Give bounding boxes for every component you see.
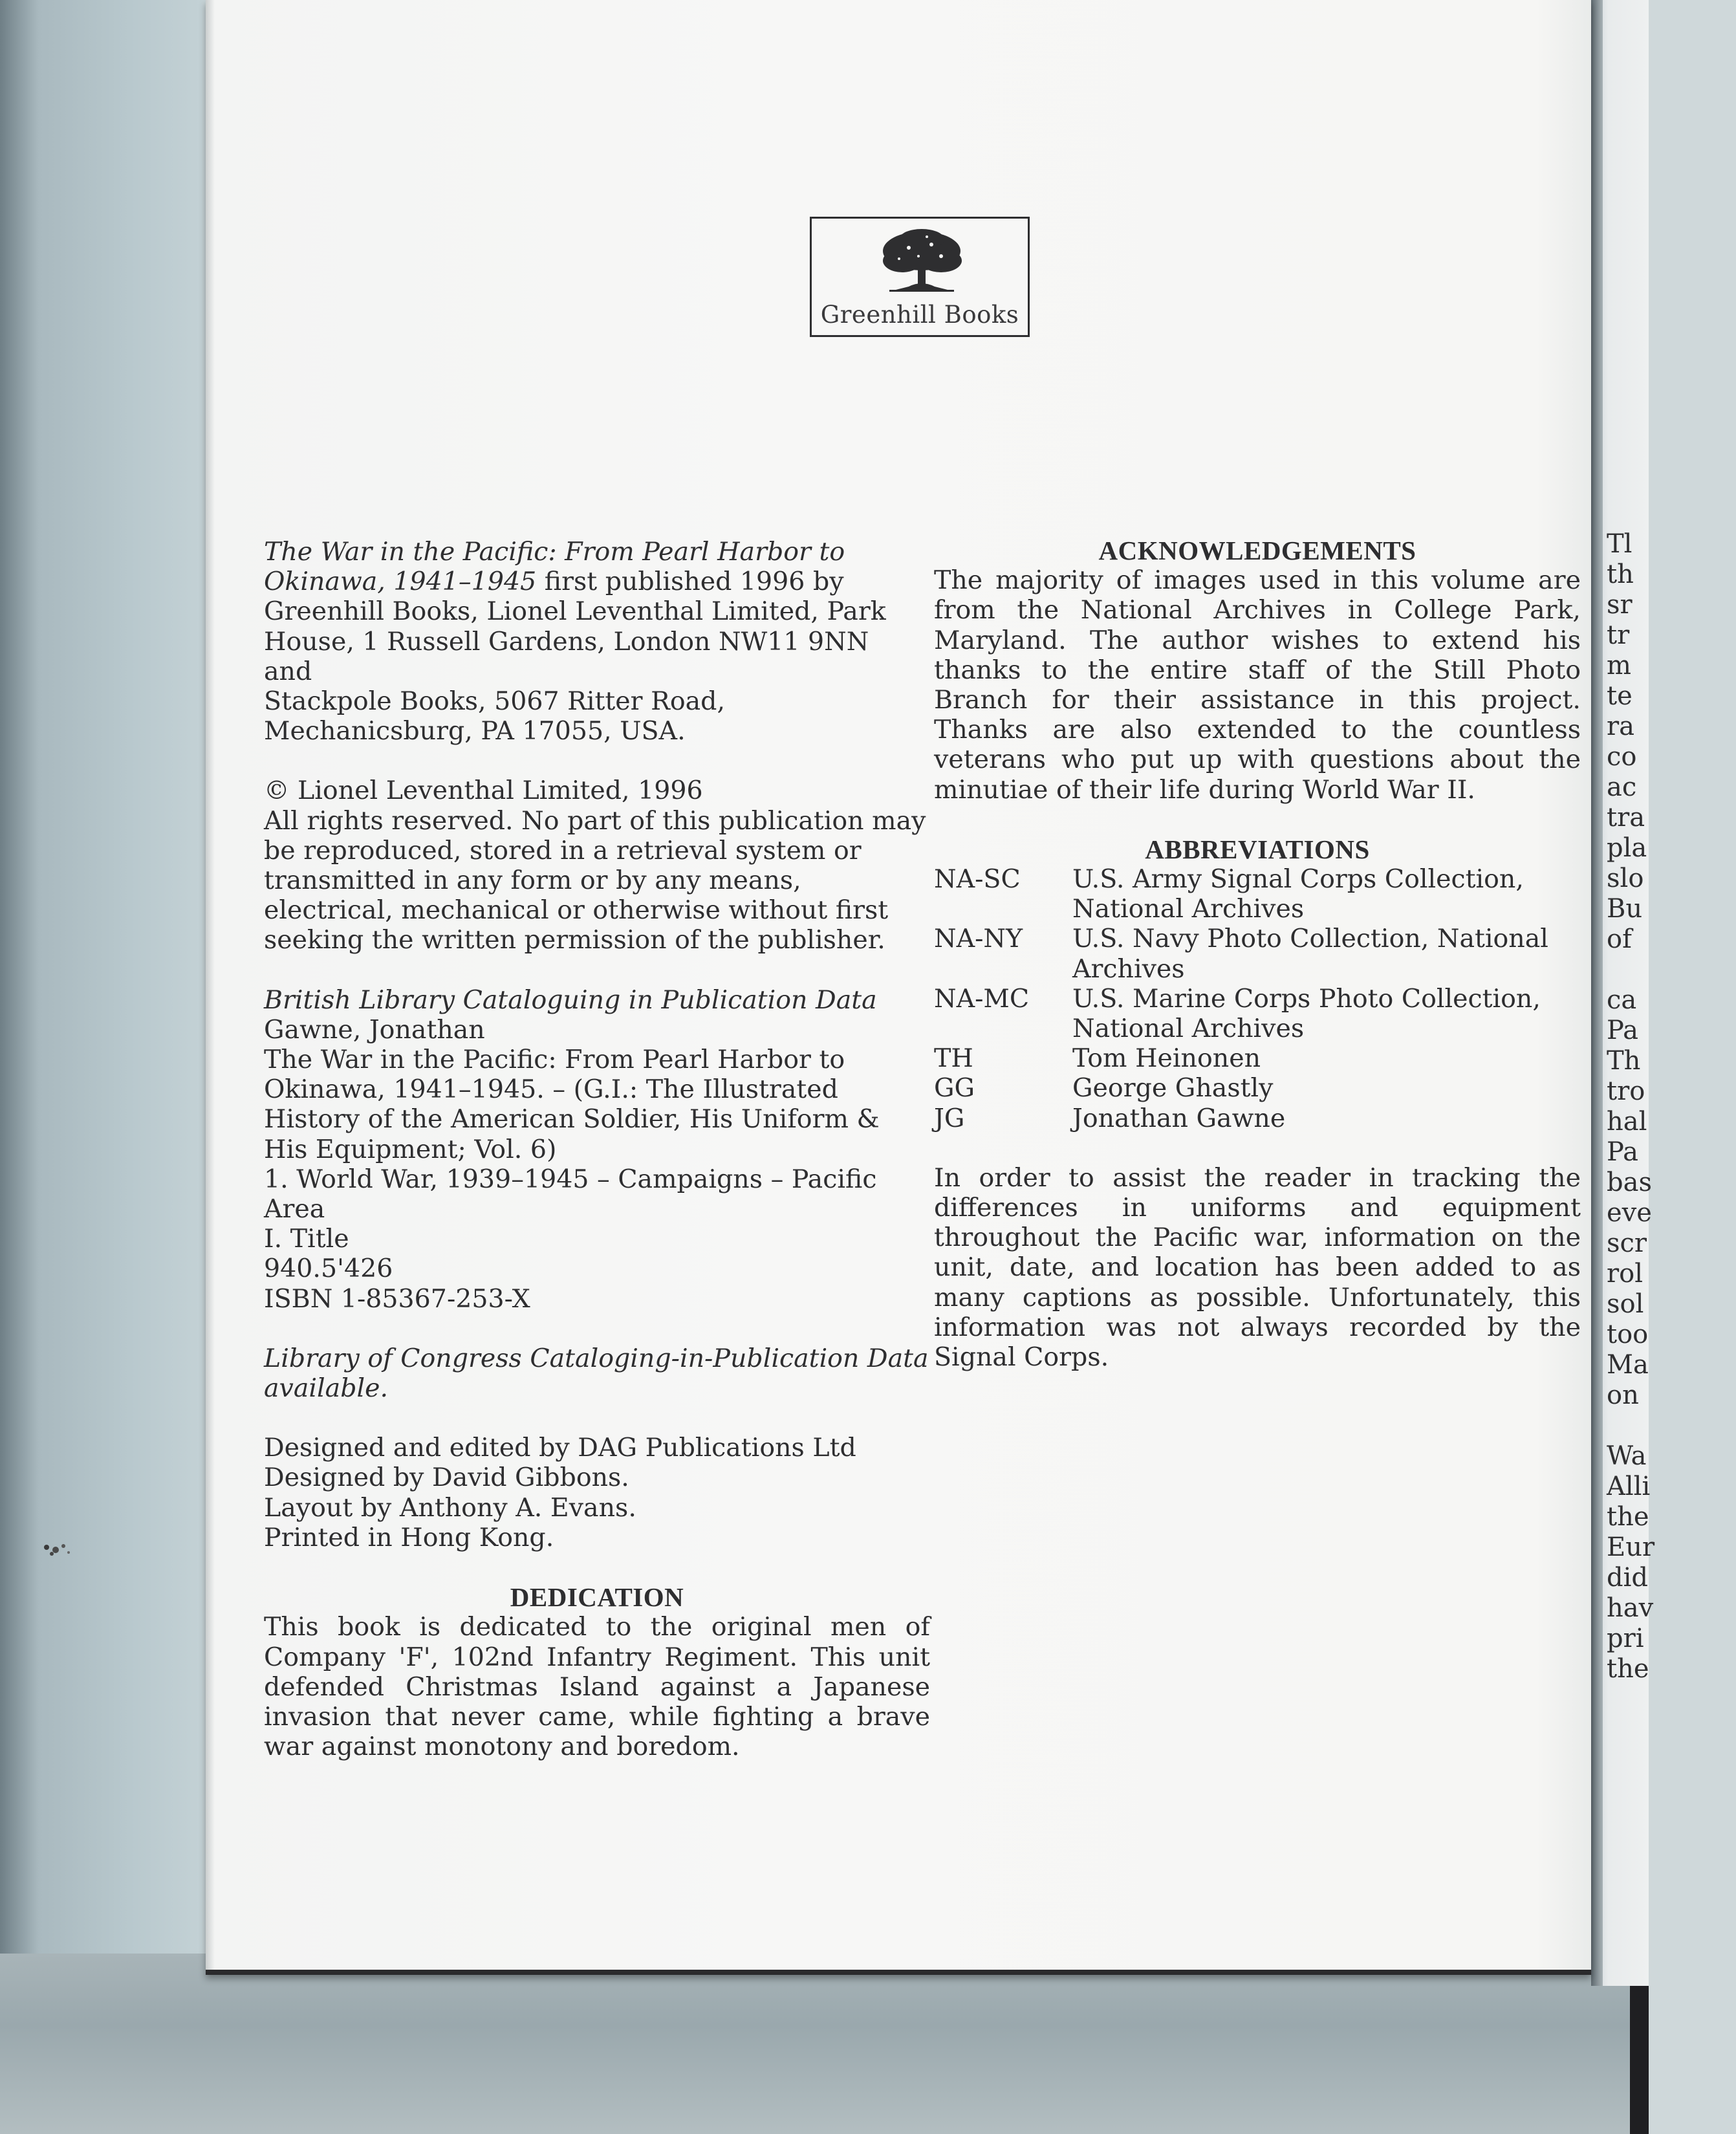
abbreviation-row [934, 924, 1581, 983]
abbreviation-row [934, 1073, 1581, 1103]
stackpole-address: Stackpole Books, 5067 Ritter Road, Mechanicsburg, PA 17055, USA. [264, 686, 726, 746]
acknowledgements-text: The majority of images used in this volume are from the National Archives in College Park, Maryland. The author wishes to extend his thanks to the entire staff of the Still Photo Branch for their assistance in this project. Thanks are also extended to the countless veterans who put up with questions about the minutiae of their life during World War II. [934, 565, 1581, 805]
facing-page-fragment: co [1607, 742, 1637, 772]
facing-page-fragment: slo [1607, 864, 1644, 893]
loc-cataloging: Library of Congress Cataloging-in-Publication Data available. [264, 1343, 929, 1404]
facing-page-fragment: eve [1607, 1198, 1652, 1228]
dedication-heading: DEDICATION [510, 1582, 684, 1613]
acknowledgements-heading: ACKNOWLEDGEMENTS [1098, 536, 1416, 565]
facing-page-fragment: Pa [1607, 1137, 1638, 1167]
facing-page [1591, 0, 1655, 1986]
facing-page-fragment: bas [1607, 1168, 1652, 1197]
facing-page-fragment: tro [1607, 1076, 1645, 1106]
tracking-note: In order to assist the reader in tracking the differences in uniforms and equipment throughout the Pacific war, information on the unit, date, and location has been added to as many captions as possible. Unfortunately, this information was not always recorded by the Signal Corps. [934, 1162, 1581, 1373]
facing-page-fragment: the [1607, 1502, 1649, 1532]
facing-page-fragment: ca [1607, 985, 1637, 1015]
credit-line: Layout by Anthony A. Evans. [264, 1492, 636, 1523]
abbreviation-code: GG [934, 1073, 975, 1104]
abbreviation-description: Tom Heinonen [1072, 1043, 1261, 1074]
facing-page-fragment: hav [1607, 1593, 1654, 1623]
facing-page-gutter [1591, 0, 1603, 1986]
bl-line: 1. World War, 1939–1945 – Campaigns – Pacific Area [264, 1164, 877, 1225]
right-column [934, 536, 1581, 1372]
left-column [264, 537, 930, 1761]
abbreviation-code: NA-SC [934, 864, 1021, 895]
bl-line: Gawne, Jonathan [264, 1014, 485, 1045]
abbreviations-list [934, 864, 1581, 1133]
dedication-text: This book is dedicated to the original men of Company 'F', 102nd Infantry Regiment. This unit defended Christmas Island against a Japanese invasion that never came, while fighting a brave war against monotony and boredom. [264, 1612, 930, 1762]
facing-page-fragment: Pa [1607, 1016, 1638, 1045]
background-strip [0, 1954, 1649, 2134]
page-shadow [206, 0, 215, 1970]
credit-line: Printed in Hong Kong. [264, 1522, 554, 1552]
bl-line: ISBN 1-85367-253-X [264, 1283, 530, 1314]
scan-smudge [38, 1533, 89, 1565]
abbreviation-description: Jonathan Gawne [1072, 1103, 1286, 1133]
abbreviation-row [934, 984, 1581, 1043]
abbreviation-row [934, 1104, 1581, 1133]
facing-page-fragment: sol [1607, 1289, 1644, 1319]
abbreviation-description: U.S. Army Signal Corps Collection, National Archives [1072, 864, 1524, 924]
facing-page-fragment: Bu [1607, 894, 1643, 924]
facing-page-fragment: rol [1607, 1259, 1643, 1289]
abbreviation-code: NA-MC [934, 983, 1030, 1014]
facing-page-fragment: hal [1607, 1107, 1647, 1137]
facing-page-fragment [1607, 1411, 1736, 1441]
abbreviation-row [934, 1043, 1581, 1073]
abbreviations-heading: ABBREVIATIONS [1145, 834, 1370, 864]
bl-cataloguing-heading: British Library Cataloguing in Publication Data [264, 985, 877, 1015]
facing-page-fragment: Alli [1607, 1472, 1651, 1501]
facing-page-fragment: on [1607, 1380, 1639, 1410]
credit-line: Designed and edited by DAG Publications Ltd [264, 1433, 856, 1463]
facing-page-fragment: Wa [1607, 1441, 1647, 1471]
facing-page-fragment: Th [1607, 1046, 1641, 1076]
facing-page-fragment: tr [1607, 620, 1630, 650]
facing-page-fragment: of [1607, 924, 1632, 954]
abbreviation-description: U.S. Navy Photo Collection, National Archives [1072, 924, 1548, 984]
rights-statement: All rights reserved. No part of this publication may be reproduced, stored in a retrieval system or transmitted in any form or by any means, electrical, mechanical or otherwise without first seeking the written permission of the publisher. [264, 805, 926, 955]
facing-page-text [1607, 529, 1736, 1684]
facing-page-fragment: ac [1607, 772, 1637, 802]
facing-page-fragment: too [1607, 1320, 1649, 1349]
publisher-name: Greenhill Books [820, 301, 1019, 329]
publication-details: first published 1996 by Greenhill Books, Lionel Leventhal Limited, Park House, 1 Russell Gardens, London NW11 9NN [264, 567, 886, 657]
bl-line: I. Title [264, 1224, 349, 1254]
abbreviation-code: TH [934, 1043, 973, 1074]
facing-page-fragment: Ma [1607, 1350, 1649, 1380]
facing-page-fragment: Eur [1607, 1532, 1655, 1562]
bl-line: The War in the Pacific: From Pearl Harbor to Okinawa, 1941–1945. – (G.I.: The Illustrated History of the American Soldier, His Uniform & His Equipment; Vol. 6) [264, 1045, 880, 1164]
facing-page-fragment: scr [1607, 1228, 1647, 1258]
book-title: The War in the Pacific: From Pearl Harbor to Okinawa, 1941–1945 [264, 537, 845, 597]
abbreviation-code: JG [934, 1103, 965, 1133]
tree-icon [870, 225, 973, 303]
facing-page-fragment: sr [1607, 590, 1633, 620]
facing-page-fragment: the [1607, 1654, 1649, 1684]
publication-and: and [264, 656, 312, 686]
publisher-logo [810, 217, 1030, 337]
facing-page-fragment: th [1607, 560, 1634, 589]
copyright-line: © Lionel Leventhal Limited, 1996 [264, 776, 703, 806]
book-edge [1630, 1966, 1649, 2134]
abbreviation-row [934, 864, 1581, 924]
bl-line: 940.5'426 [264, 1254, 393, 1284]
facing-page-fragment: Tl [1607, 529, 1633, 559]
facing-page-fragment: ra [1607, 712, 1634, 741]
facing-page-fragment: pla [1607, 833, 1647, 863]
facing-page-fragment: m [1607, 651, 1631, 680]
facing-page-fragment [1607, 955, 1736, 985]
abbreviation-description: George Ghastly [1072, 1073, 1274, 1104]
facing-page-fragment: did [1607, 1563, 1649, 1593]
facing-page-fragment: te [1607, 681, 1633, 711]
abbreviation-code: NA-NY [934, 924, 1023, 954]
publication-statement [264, 537, 930, 657]
credit-line: Designed by David Gibbons. [264, 1463, 629, 1493]
facing-page-fragment: tra [1607, 803, 1645, 833]
abbreviation-description: U.S. Marine Corps Photo Collection, National Archives [1072, 983, 1541, 1044]
facing-page-fragment: pri [1607, 1624, 1644, 1653]
